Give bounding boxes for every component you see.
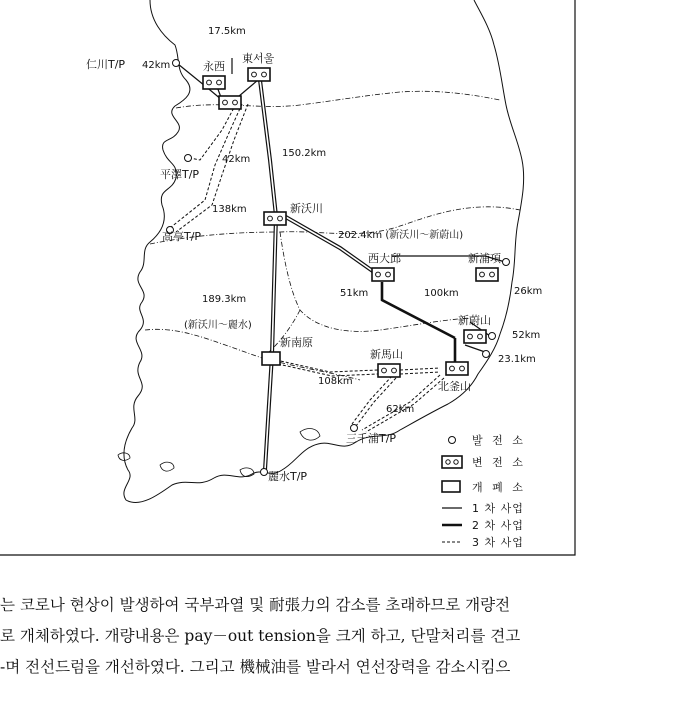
substation-seo-daegu	[372, 268, 394, 281]
map-legend	[442, 433, 526, 549]
label-buk-busan: 北釜山	[438, 380, 471, 393]
phase2-lines	[260, 80, 455, 470]
distance-26km: 26km	[514, 286, 543, 297]
legend-phase1-label: 1 차 사업	[472, 502, 524, 515]
plant-samcheonpo-marker	[351, 425, 358, 432]
legend-switching-symbol	[442, 481, 460, 492]
substation-buk-busan	[446, 362, 468, 375]
distance-108km: 108km	[318, 376, 353, 387]
distance-17-5km: 17.5km	[208, 26, 246, 37]
island	[160, 462, 174, 471]
label-sin-ocheon: 新沃川	[290, 202, 323, 215]
body-line-2: 로 개체하였다. 개량내용은 pay－out tension을 크게 하고, 단말처리를 견고	[0, 627, 521, 645]
distance-51km: 51km	[340, 288, 369, 299]
distance-52km: 52km	[512, 330, 541, 341]
distance-189-3km: 189.3km	[202, 294, 247, 305]
plant-busan-marker	[483, 351, 490, 358]
distance-100km: 100km	[424, 288, 459, 299]
switching-station-sin-namwon	[262, 352, 280, 365]
substation-sin-masan	[378, 364, 400, 377]
label-yeongseo: 永西	[203, 60, 225, 73]
legend-switching-label: 개 폐 소	[472, 481, 526, 494]
label-plant-pyeongtaek: 平澤T/P	[160, 168, 200, 181]
substation-east-seoul	[248, 68, 270, 81]
distance-62km: 62km	[386, 404, 415, 415]
substation-sin-ulsan	[464, 330, 486, 343]
plant-incheon-marker	[173, 60, 180, 67]
label-seo-daegu: 西大邱	[368, 252, 401, 265]
distance-42km-incheon: 42km	[142, 60, 171, 71]
legend-phase3-label: 3 차 사업	[472, 536, 524, 549]
distance-42km-pyeongtaek: 42km	[222, 154, 251, 165]
label-sin-masan: 新馬山	[370, 348, 403, 361]
body-line-1: 는 코로나 현상이 발생하여 국부과열 및 耐張力의 감소를 초래하므로 개량전	[0, 596, 511, 614]
legend-phase2-label: 2 차 사업	[472, 519, 524, 532]
plant-pohang-marker	[503, 259, 510, 266]
coastline	[124, 0, 524, 502]
distance-138km: 138km	[212, 204, 247, 215]
label-plant-gojeong: 高亭T/P	[162, 230, 202, 243]
legend-plant-label: 발 전 소	[472, 434, 526, 447]
substation-sin-ocheon	[264, 212, 286, 225]
label-sin-pohang: 新浦項	[468, 252, 501, 265]
substation-seoul-south	[219, 96, 241, 109]
legend-plant-symbol	[449, 437, 456, 444]
label-plant-incheon: 仁川T/P	[86, 58, 126, 71]
distance-189-3km-route: (新沃川～麗水)	[184, 320, 252, 331]
distance-150-2km: 150.2km	[282, 148, 327, 159]
label-plant-yeosu: 麗水T/P	[268, 470, 308, 483]
body-line-3: -며 전선드럼을 개선하였다. 그리고 機械油를 발라서 연선장력을 감소시킴으	[0, 658, 511, 676]
label-sin-namwon: 新南原	[280, 336, 313, 349]
distance-202-4km: 202.4km (新沃川～新蔚山)	[338, 230, 464, 241]
plant-ulsan-marker	[489, 333, 496, 340]
plant-pyeongtaek-marker	[185, 155, 192, 162]
substation-sin-pohang	[476, 268, 498, 281]
island	[240, 468, 254, 477]
substation-yeongseo	[203, 76, 225, 89]
body-text	[0, 590, 677, 683]
label-plant-samcheonpo: 三千浦T/P	[346, 432, 397, 445]
island	[300, 429, 320, 441]
label-sin-ulsan: 新蔚山	[458, 314, 491, 327]
distance-23-1km: 23.1km	[498, 354, 536, 365]
plant-yeosu-marker	[261, 469, 268, 476]
legend-substation-label: 변 전 소	[472, 456, 526, 469]
label-east-seoul: 東서울	[242, 52, 275, 65]
legend-substation-symbol	[442, 456, 462, 468]
